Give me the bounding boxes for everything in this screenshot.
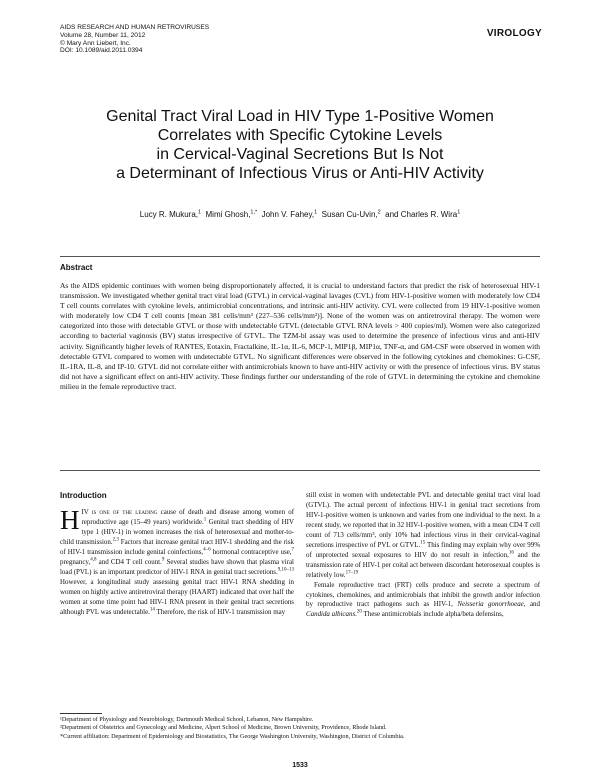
drop-cap: H	[60, 505, 80, 535]
intro-paragraph: still exist in women with undetectable PVL and detectable genital tract viral load (GTVL). The actual percent of infectious HIV-1 in genital tract secretions from HIV-1-positive women is unknown and varies from one individual to the next. In a recent study, we reported that in 32 HIV-1-positive women, with a mean CD4 T cell count of 713 cells/mm³, only 10% had infectious virus in their cervical-vaginal secretions irrespective of PVL or GTVL.$^{15}$ This finding may explain why over 99% of unprotected sexual exposures to HIV do not result in infection,$^{16}$ and the transmission rate of HIV-1 per coital act between discordant heterosexual couples is relatively low.$^{17-19}$	[306, 491, 541, 579]
title-line: Genital Tract Viral Load in HIV Type 1-Positive Women	[106, 108, 494, 125]
intro-left-column	[60, 505, 295, 617]
author: Mimi Ghosh,$^{1,*}$	[205, 209, 258, 219]
paper-title	[60, 107, 540, 183]
footnote: ¹Department of Physiology and Neurobiology, Dartmouth Medical School, Lebanon, New Hampshire.	[60, 716, 314, 723]
journal-name: AIDS RESEARCH AND HUMAN RETROVIRUSES	[60, 24, 210, 31]
footnotes	[60, 716, 550, 741]
abstract-text: As the AIDS epidemic continues with women being disproportionately affected, it is crucial to understand factors that predict the risk of heterosexual HIV-1 transmission. We investigated whether genital tract viral load (GTVL) in cervical-vaginal lavages (CVL) from HIV-1-positive women with moderately low CD4 T cell counts correlates with cytokine levels, antimicrobial concentrations, and intrinsic anti-HIV activity. CVL were collected from 19 HIV-1-positive women with moderately low CD4 T cell counts [mean 381 cells/mm³ (227–536 cells/mm³)]. None of the women was on antiretroviral therapy. The women were categorized into those with detectable GTVL or those with undetectable GTVL (detectable GTVL RNA levels > 400 copies/ml). Women were also categorized according to bacterial vaginosis (BV) status irrespective of GTVL. The TZM-bl assay was used to determine the presence of infectious virus and anti-HIV activity. Significantly higher levels of RANTES, Eotaxin, Fractalkine, IL-1α, IL-6, MCP-1, MIP1β, MIP1α, TNF-α, and GM-CSF were observed in women with detectable GTVL compared to women with undetectable GTVL. No significant differences were observed in the following cytokines and chemokines: G-CSF, IL-1RA, IL-8, and IP-10. GTVL did not correlate either with antimicrobials known to have anti-HIV activity or with the presence of infectious virus. BV status did not have a significant effect on anti-HIV activity. These findings further our understanding of the role of GTVL in determining the cytokine and chemokine milieu in the female reproductive tract.	[60, 281, 540, 391]
footnote: ²Department of Obstetrics and Gynecology and Medicine, Alpert School of Medicine, Brown University, Providence, Rhode Island.	[60, 724, 387, 732]
page-number: 1533	[292, 762, 308, 769]
footnote: *Current affiliation: Department of Epidemiology and Biostatistics, The George Washington University, Washington, District of Columbia.	[60, 732, 405, 740]
journal-copyright: © Mary Ann Liebert, Inc.	[60, 39, 131, 47]
title-line: in Cervical-Vaginal Secretions But Is Not	[156, 146, 444, 163]
abstract-heading: Abstract	[60, 263, 93, 272]
section-label: VIROLOGY	[486, 28, 542, 39]
introduction-heading: Introduction	[60, 491, 107, 500]
title-line: Correlates with Specific Cytokine Levels	[157, 127, 443, 144]
journal-doi: DOI: 10.1089/aid.2011.0394	[60, 47, 143, 55]
author: John V. Fahey,$^1$	[261, 209, 318, 219]
intro-paragraph: Female reproductive tract (FRT) cells produce and secrete a spectrum of cytokines, chemokines, and antimicrobials that inhibit the growth and/or infection by reproductive tract pathogens such as HIV-1, Neisseria gonorrhoeae, and Candida albicans.$^{20}$ These antimicrobials include alpha/beta defensins,	[306, 580, 540, 619]
author-list	[60, 210, 540, 219]
intro-paragraph: HIV is one of the leading cause of death and disease among women of reproductive age (15–49 years) worldwide.$^1$ Genital tract shedding of HIV type 1 (HIV-1) in women increases the risk of heterosexual and mother-to-child transmission.$^{2,3}$ Factors that increase genital tract HIV-1 shedding and the risk of HIV-1 transmission include genital coinfections,$^{4-6}$ hormonal contraceptive use,$^7$ pregnancy,$^{4,8}$ and CD4 T cell count.$^9$ Several studies have shown that plasma viral load (PVL) is an important predictor of HIV-1 RNA in genital tract secretions.$^{9,10-13}$ However, a longitudinal study assessing genital tract HIV-1 RNA shedding in women on highly active antiretroviral therapy (HAART) indicated that over half the women at some time point had HIV-1 RNA present in their genital tract secretions although PVL was undetectable.$^{14}$ Therefore, the risk of HIV-1 transmission may	[60, 505, 295, 616]
author: Lucy R. Mukura,$^1$	[139, 209, 202, 219]
title-line: a Determinant of Infectious Virus or Anti-HIV Activity	[116, 165, 484, 182]
journal-header	[60, 24, 209, 55]
abstract-top-rule	[60, 256, 540, 257]
footnote-rule	[60, 713, 102, 714]
journal-volume: Volume 28, Number 11, 2012	[60, 31, 146, 39]
intro-right-column	[306, 491, 540, 620]
author: and Charles R. Wira$^1$	[385, 209, 461, 219]
author: Susan Cu-Uvin,$^2$	[321, 209, 381, 219]
abstract-bottom-rule	[60, 470, 540, 471]
